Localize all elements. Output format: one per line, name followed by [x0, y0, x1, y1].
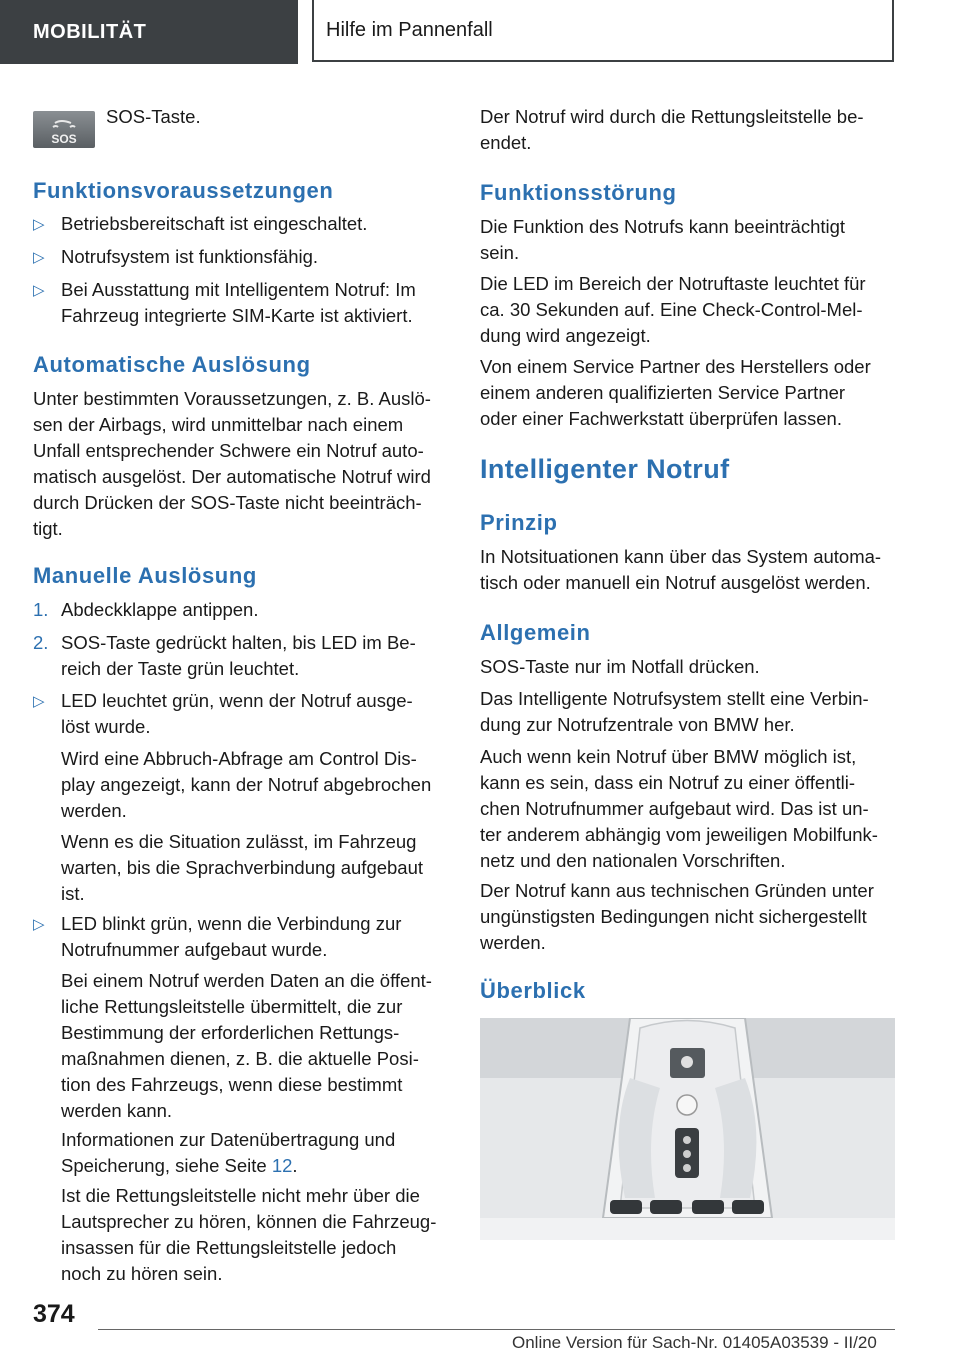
- text-fragment: Speicherung, siehe Seite: [61, 1155, 272, 1176]
- text-line: netz und den nationalen Vorschriften.: [480, 850, 786, 871]
- text-line: chen Notrufnummer aufgebaut wird. Das ist un-: [480, 798, 869, 819]
- footer-divider: [98, 1329, 895, 1330]
- text-line: tigt.: [33, 518, 63, 539]
- text-line: Lautsprecher zu hören, können die Fahrzeug-: [61, 1211, 437, 1232]
- text-line: insassen für die Rettungsleitstelle jedoch: [61, 1237, 397, 1258]
- text-line: dung wird angezeigt.: [480, 325, 651, 346]
- text-line: tion des Fahrzeugs, wenn diese bestimmt: [61, 1074, 403, 1095]
- text-line: maßnahmen dienen, z. B. die aktuelle Posi-: [61, 1048, 419, 1069]
- text-line: Wenn es die Situation zulässt, im Fahrzeug: [61, 831, 417, 852]
- text-line: werden.: [61, 800, 127, 821]
- list-item-cont: Notrufnummer aufgebaut wurde.: [61, 939, 328, 960]
- heading-intelligenter-notruf: Intelligenter Notruf: [480, 454, 730, 484]
- text-line: SOS-Taste nur im Notfall drücken.: [480, 656, 760, 677]
- text-line: einem anderen qualifizierten Service Partner: [480, 382, 846, 403]
- chapter-title: [312, 0, 894, 62]
- text-line: matisch ausgelöst. Der automatische Notruf wird: [33, 466, 431, 487]
- text-line: play angezeigt, kann der Notruf abgebrochen: [61, 774, 432, 795]
- text-line: Unfall entsprechender Schwere ein Notruf auto-: [33, 440, 424, 461]
- heading-funktionsvoraussetzungen: Funktionsvoraussetzungen: [33, 178, 334, 203]
- text-fragment: .: [292, 1155, 298, 1176]
- bullet-icon: ▷: [33, 249, 45, 266]
- heading-prinzip: Prinzip: [480, 510, 558, 535]
- roof-console-image: [480, 1018, 895, 1240]
- text-line: sen der Airbags, wird unmittelbar nach einem: [33, 414, 404, 435]
- text-line: durch Drücken der SOS-Taste nicht beeinträch-: [33, 492, 422, 513]
- text-line: tisch oder manuell ein Notruf ausgelöst werden.: [480, 572, 871, 593]
- bullet-icon: ▷: [33, 282, 45, 299]
- text-line: ist.: [61, 883, 85, 904]
- heading-automatische-ausloesung: Automatische Auslösung: [33, 352, 311, 377]
- bullet-icon: ▷: [33, 693, 45, 710]
- text-line: noch zu hören sein.: [61, 1263, 223, 1284]
- text-line: Bei einem Notruf werden Daten an die öffent-: [61, 970, 432, 991]
- text-line: Ist die Rettungsleitstelle nicht mehr über die: [61, 1185, 420, 1206]
- heading-manuelle-ausloesung: Manuelle Auslösung: [33, 563, 257, 588]
- heading-funktionsstoerung: Funktionsstörung: [480, 180, 677, 205]
- text-line: Die Funktion des Notrufs kann beeinträchtigt: [480, 216, 846, 237]
- svg-text:SOS: SOS: [51, 132, 77, 146]
- step-number: 2.: [33, 632, 49, 653]
- text-line: Von einem Service Partner des Herstellers oder: [480, 356, 871, 377]
- list-item: Bei Ausstattung mit Intelligentem Notruf: Im: [61, 279, 416, 300]
- list-item-cont: Fahrzeug integrierte SIM-Karte ist aktiviert.: [61, 305, 413, 326]
- text-line: Informationen zur Datenübertragung und: [61, 1129, 396, 1150]
- list-item: LED blinkt grün, wenn die Verbindung zur: [61, 913, 402, 934]
- text-line: Bestimmung der erforderlichen Rettungs-: [61, 1022, 400, 1043]
- text-line: werden.: [480, 932, 546, 953]
- list-item: LED leuchtet grün, wenn der Notruf ausge-: [61, 690, 413, 711]
- text-line: In Notsituationen kann über das System automa-: [480, 546, 882, 567]
- text-line: ter anderem abhängig vom jeweiligen Mobilfunk-: [480, 824, 878, 845]
- heading-allgemein: Allgemein: [480, 620, 591, 645]
- step-number: 1.: [33, 599, 49, 620]
- text-line: ungünstigsten Bedingungen nicht sichergestellt: [480, 906, 867, 927]
- text-line: Die LED im Bereich der Notruftaste leuchtet für: [480, 273, 866, 294]
- text-line: Wird eine Abbruch-Abfrage am Control Dis-: [61, 748, 417, 769]
- sos-button-icon: [33, 111, 95, 148]
- page-reference-link[interactable]: 12: [271, 1155, 293, 1176]
- step-text: reich der Taste grün leuchtet.: [61, 658, 300, 679]
- list-item: Betriebsbereitschaft ist eingeschaltet.: [61, 213, 368, 234]
- text-line: werden kann.: [61, 1100, 173, 1121]
- step-text: SOS-Taste gedrückt halten, bis LED im Be-: [61, 632, 416, 653]
- sos-label: SOS-Taste.: [106, 106, 201, 127]
- text-line-with-link: [61, 1153, 453, 1179]
- text-line: Der Notruf wird durch die Rettungsleitstelle be-: [480, 106, 864, 127]
- text-line: dung zur Notrufzentrale von BMW her.: [480, 714, 795, 735]
- text-line: warten, bis die Sprachverbindung aufgebaut: [61, 857, 424, 878]
- bullet-icon: ▷: [33, 916, 45, 933]
- page-number: 374: [33, 1300, 75, 1328]
- heading-ueberblick: Überblick: [480, 978, 586, 1003]
- text-line: kann es sein, dass ein Notruf zu einer öffentli-: [480, 772, 856, 793]
- online-version-note: Online Version für Sach-Nr. 01405A03539 - II/20: [512, 1333, 877, 1352]
- text-line: Unter bestimmten Voraussetzungen, z. B. Auslö-: [33, 388, 431, 409]
- chapter-label: Hilfe im Pannenfall: [326, 18, 493, 41]
- text-line: oder einer Fachwerkstatt überprüfen lassen.: [480, 408, 842, 429]
- text-line: sein.: [480, 242, 520, 263]
- step-text: Abdeckklappe antippen.: [61, 599, 259, 620]
- text-line: Auch wenn kein Notruf über BMW möglich ist,: [480, 746, 857, 767]
- text-line: ca. 30 Sekunden auf. Eine Check-Control-Mel-: [480, 299, 863, 320]
- list-item-cont: löst wurde.: [61, 716, 151, 737]
- text-line: liche Rettungsleitstelle übermittelt, die zur: [61, 996, 403, 1017]
- text-line: Der Notruf kann aus technischen Gründen unter: [480, 880, 874, 901]
- list-item: Notrufsystem ist funktionsfähig.: [61, 246, 319, 267]
- section-tab: MOBILITÄT: [0, 0, 298, 64]
- text-line: endet.: [480, 132, 532, 153]
- text-line: Das Intelligente Notrufsystem stellt eine Verbin-: [480, 688, 869, 709]
- bullet-icon: ▷: [33, 216, 45, 233]
